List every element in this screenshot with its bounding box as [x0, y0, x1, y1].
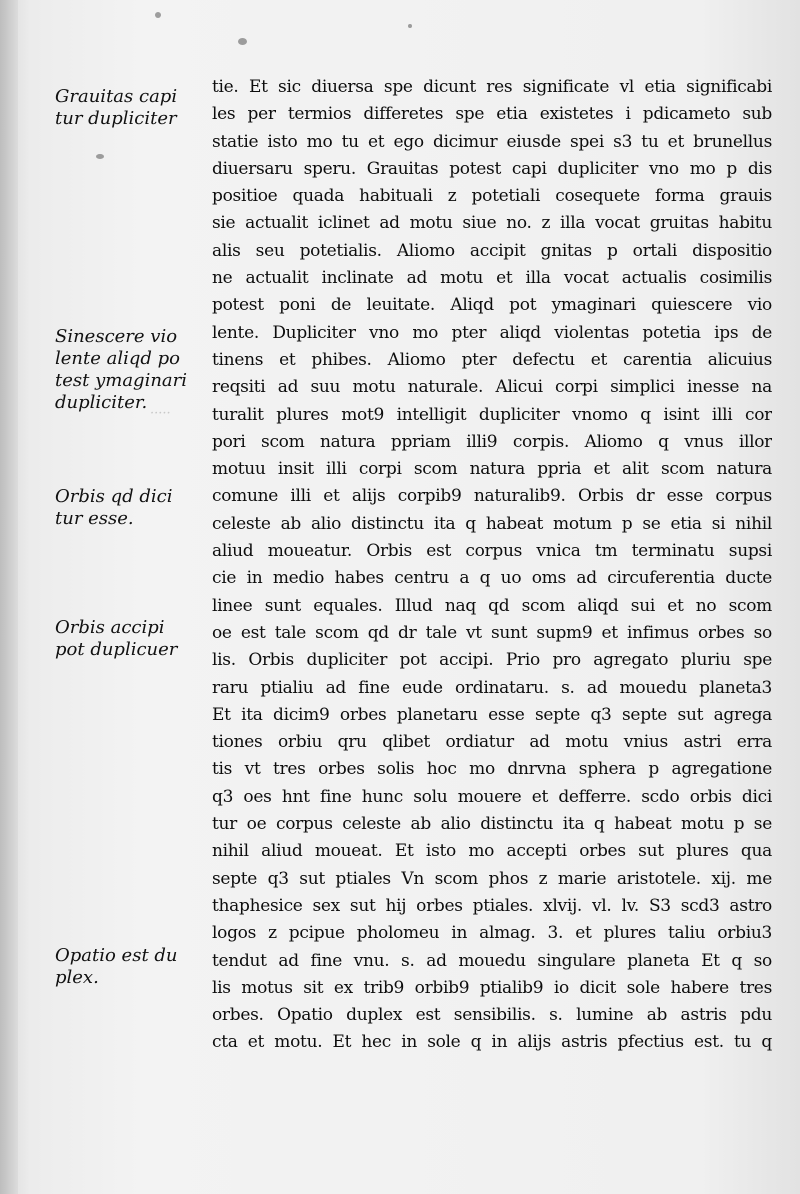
text-line: linee sunt equales. Illud naq qd scom aliqd sui et no scom: [212, 595, 772, 616]
text-line: lente. Dupliciter vno mo pter aliqd violentas potetia ips de: [212, 322, 772, 343]
ink-speck: [238, 38, 247, 45]
text-line: tiones orbiu qru qlibet ordiatur ad motu vnius astri erra: [212, 732, 772, 753]
text-line: septe q3 sut ptiales Vn scom phos z marie aristotele. xij. me: [212, 868, 772, 889]
text-line: tinens et phibes. Aliomo pter defectu et carentia alicuius: [212, 349, 772, 370]
marginal-note-opatio: Opatio est du plex.: [55, 945, 178, 988]
text-line: positioe quada habituali z potetiali cosequete forma grauis: [212, 186, 772, 207]
ink-speck: [96, 154, 104, 159]
text-line: ne actualit inclinate ad motu et illa vocat actualis cosimilis: [212, 268, 772, 289]
page-gutter-shadow: [0, 0, 18, 1194]
text-line: comune illi et alijs corpib9 naturalib9. Orbis dr esse corpus: [212, 486, 772, 507]
text-line: statie isto mo tu et ego dicimur eiusde spei s3 tu et brunellus: [212, 131, 772, 152]
text-line: orbes. Opatio duplex est sensibilis. s. lumine ab astris pdu: [212, 1005, 772, 1026]
text-line: aliud moueatur. Orbis est corpus vnica tm terminatu supsi: [212, 541, 772, 562]
text-line: cta et motu. Et hec in sole q in alijs astris pfectius est. tu q: [212, 1032, 772, 1053]
text-line: tis vt tres orbes solis hoc mo dnrvna sphera p agregatione: [212, 759, 772, 780]
marginal-note-quiescere: Sinescere vio lente aliqd po test ymaginari dupliciter.: [55, 326, 188, 413]
text-line: alis seu potetialis. Aliomo accipit gnitas p ortali dispositio: [212, 240, 772, 261]
text-line: cie in medio habes centru a q uo oms ad circuferentia ducte: [212, 568, 772, 589]
text-line: motuu insit illi corpi scom natura ppria et alit scom natura: [212, 459, 772, 480]
text-line: thaphesice sex sut hij orbes ptiales. xlvij. vl. lv. S3 scd3 astro: [212, 895, 772, 916]
text-line: lis. Orbis dupliciter pot accipi. Prio pro agregato pluriu spe: [212, 650, 772, 671]
text-line: potest poni de leuitate. Aliqd pot ymaginari quiescere vio: [212, 295, 772, 316]
text-line: tie. Et sic diuersa spe dicunt res significate vl etia significabi: [212, 77, 772, 97]
marginal-note-grauitas: Grauitas capi tur dupliciter: [55, 86, 178, 129]
text-line: reqsiti ad suu motu naturale. Alicui corpi simplici inesse na: [212, 377, 772, 398]
text-line: pori scom natura ppriam illi9 corpis. Aliomo q vnus illor: [212, 431, 772, 452]
text-line: diuersaru speru. Grauitas potest capi dupliciter vno mo p dis: [212, 158, 772, 179]
marginal-note-orbis-dicitur: Orbis qd dici tur esse.: [55, 486, 173, 529]
text-line: raru ptialiu ad fine eude ordinataru. s. ad mouedu planeta3: [212, 677, 772, 698]
text-line: celeste ab alio distinctu ita q habeat motum p se etia si nihil: [212, 513, 772, 534]
text-line: lis motus sit ex trib9 orbib9 ptialib9 io dicit sole habere tres: [212, 977, 772, 998]
text-line: logos z pcipue pholomeu in almag. 3. et plures taliu orbiu3: [212, 923, 772, 944]
text-line: oe est tale scom qd dr tale vt sunt supm9 et infimus orbes so: [212, 622, 772, 643]
text-line: les per termios differetes spe etia existetes i pdicameto sub: [212, 104, 772, 125]
bleed-through-text: ·····: [150, 406, 171, 421]
text-line: tur oe corpus celeste ab alio distinctu ita q habeat motu p se: [212, 814, 772, 835]
text-line: tendut ad fine vnu. s. ad mouedu singulare planeta Et q so: [212, 950, 772, 971]
marginal-note-orbis-accipi: Orbis accipi pot duplicuer: [55, 617, 178, 660]
text-line: turalit plures mot9 intelligit dupliciter vnomo q isint illi cor: [212, 404, 772, 425]
main-text-column: [212, 74, 772, 1057]
text-line: sie actualit iclinet ad motu siue no. z illa vocat gruitas habitu: [212, 213, 772, 234]
ink-speck: [155, 12, 161, 18]
ink-speck: [408, 24, 412, 28]
text-line: Et ita dicim9 orbes planetaru esse septe q3 septe sut agrega: [212, 704, 772, 725]
text-line: q3 oes hnt fine hunc solu mouere et defferre. scdo orbis dici: [212, 786, 772, 807]
text-line: nihil aliud moueat. Et isto mo accepti orbes sut plures qua: [212, 841, 772, 862]
